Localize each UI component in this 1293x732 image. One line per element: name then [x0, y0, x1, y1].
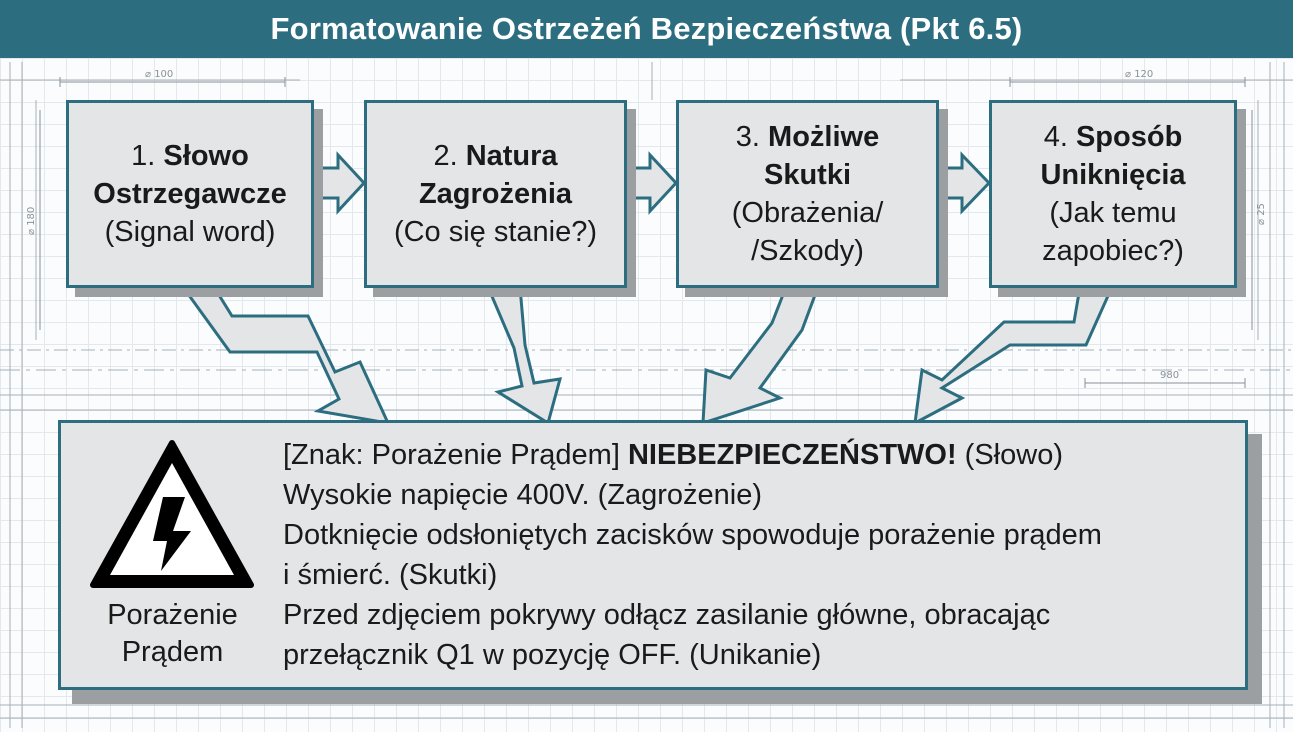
- warning-line-hazard: Wysokie napięcie 400V. (Zagrożenie): [283, 479, 763, 511]
- step-title: Sposób: [1075, 121, 1183, 153]
- warning-line-consequence-cont: i śmierć. (Skutki): [283, 559, 498, 591]
- step-title: Słowo: [163, 140, 249, 172]
- step-title: Natura: [465, 140, 558, 172]
- dimension-label-5: ⌀ 25: [1256, 203, 1267, 225]
- step-description: zapobiec?): [1042, 235, 1184, 267]
- step-title: Możliwe: [768, 121, 880, 153]
- step-box-avoidance: [989, 100, 1237, 288]
- sign-label: [75, 597, 270, 671]
- warning-line-signal: [Znak: Porażenie Prądem] NIEBEZPIECZEŃSTWO! (Słowo): [283, 439, 1063, 471]
- step-box-hazard-nature: [364, 100, 627, 288]
- warning-line-consequence: Dotknięcie odsłoniętych zacisków spowoduje porażenie prądem: [283, 519, 1102, 551]
- sign-label-line: Porażenie: [107, 599, 238, 631]
- down-arrow-3: [703, 287, 818, 423]
- step-description: /Szkody): [751, 235, 864, 267]
- step-title: Skutki: [763, 159, 852, 191]
- step-number: 1.: [131, 140, 156, 172]
- down-arrow-1: [183, 287, 388, 423]
- step-description: (Jak temu: [1049, 197, 1177, 229]
- step-title: Ostrzegawcze: [93, 178, 287, 210]
- warning-text: [283, 435, 1233, 675]
- electric-shock-warning-icon: [87, 437, 257, 597]
- step-description: (Obrażenia/: [731, 197, 884, 229]
- step-number: 3.: [735, 121, 760, 153]
- flow-arrow-2-3: [626, 155, 676, 211]
- signal-word: NIEBEZPIECZEŃSTWO!: [627, 439, 957, 471]
- flow-arrow-3-4: [938, 155, 989, 211]
- warning-line-avoidance-cont: przełącznik Q1 w pozycję OFF. (Unikanie): [283, 639, 822, 671]
- flow-arrow-1-2: [313, 155, 364, 211]
- dimension-label-1: ⌀ 100: [145, 69, 174, 80]
- dimension-label-2: ⌀ 120: [1125, 69, 1154, 80]
- dimension-label-4: ⌀ 180: [26, 206, 37, 235]
- sign-label-line: Prądem: [121, 636, 224, 668]
- dimension-label-3: 980: [1160, 370, 1180, 381]
- step-description: (Signal word): [104, 216, 276, 248]
- page-title: Formatowanie Ostrzeżeń Bezpieczeństwa (Pkt 6.5): [0, 0, 1293, 58]
- down-arrow-2: [488, 287, 560, 423]
- down-arrow-4: [915, 287, 1112, 423]
- step-box-signal-word: [66, 100, 314, 288]
- step-title: Zagrożenia: [418, 178, 573, 210]
- step-description: (Co się stanie?): [393, 216, 598, 248]
- step-number: 4.: [1043, 121, 1068, 153]
- warning-example-panel: [58, 420, 1248, 690]
- step-box-consequences: [676, 100, 939, 288]
- step-number: 2.: [433, 140, 458, 172]
- step-title: Uniknięcia: [1040, 159, 1186, 191]
- warning-line-avoidance: Przed zdjęciem pokrywy odłącz zasilanie główne, obracając: [283, 599, 1051, 631]
